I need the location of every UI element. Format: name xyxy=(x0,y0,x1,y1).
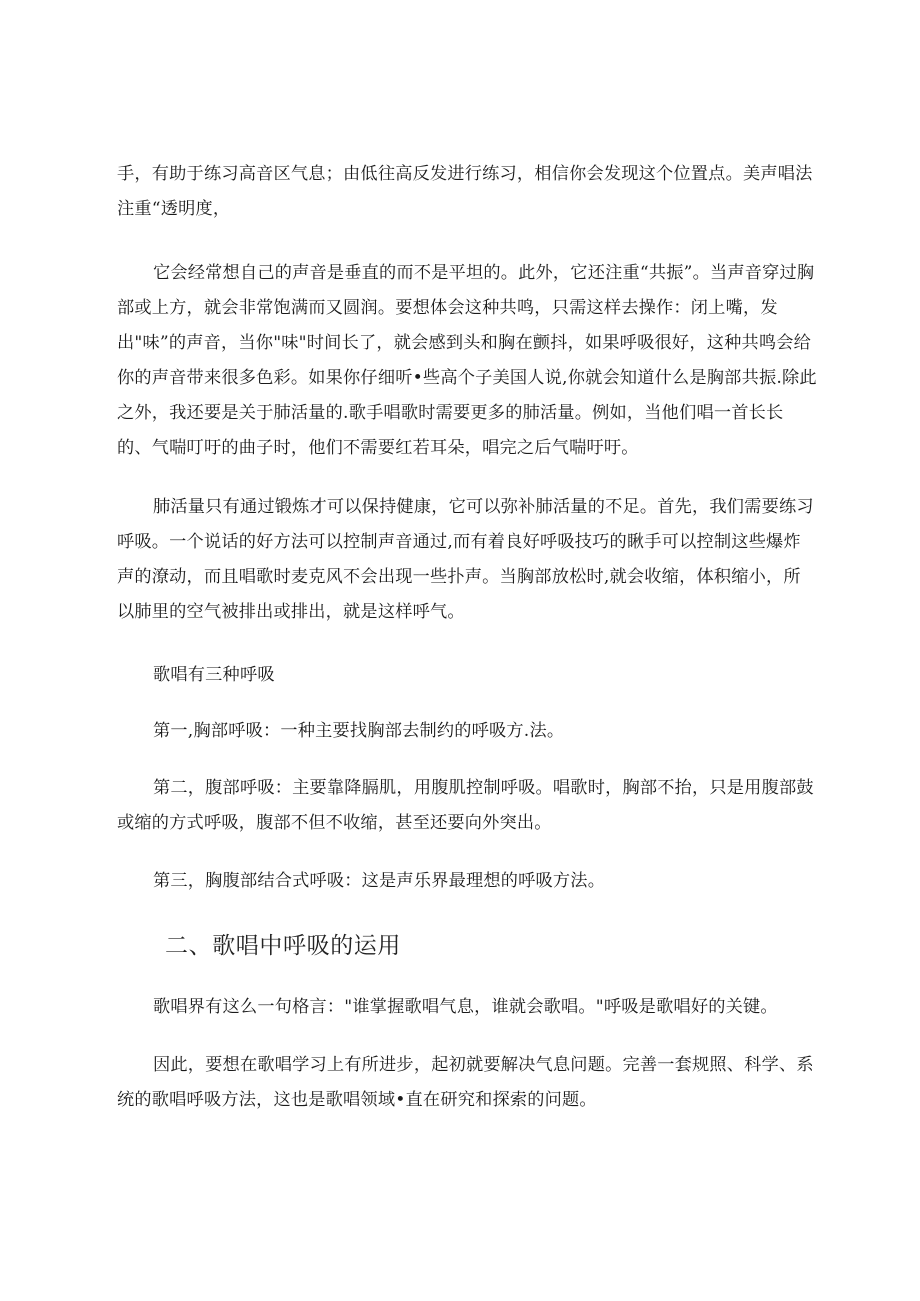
list-item-chest-breathing: 第一,胸部呼吸：一种主要找胸部去制约的呼吸方.法。 xyxy=(153,721,565,741)
list-item-combined-breathing: 第三，胸腹部结合式呼吸：这是声乐界最理想的呼吸方法。 xyxy=(153,871,606,891)
paragraph-motto: 歌唱界有这么一句格言："谁掌握歌唱气息，谁就会歌唱。"呼吸是歌唱好的关键。 xyxy=(153,997,778,1017)
paragraph-lung-capacity: 肺活量只有通过锻炼才可以保持健康，它可以弥补肺活量的不足。首先，我们需要练习呼吸。一个说话的好方法可以控制声音通过,而有着良好呼吸技巧的瞅手可以控制这些爆炸声的潦动，而且唱歌时麦克风不会出现一些扑声。当胸部放松时,就会收缩，体积缩小，所以肺里的空气被排出或排出，就是这样呼气。 xyxy=(117,497,814,622)
paragraph-resonance: 它会经常想自己的声音是垂直的而不是平坦的。此外，它还注重“共振”。当声音穿过胸部或上方，就会非常饱满而又圆润。要想体会这种共鸣，只需这样去操作：闭上嘴，发出"味”的声音，当你"味"时间长了，就会感到头和胸在颤抖，如果呼吸很好，这种共鸣会给你的声音带来很多色彩。如果你仔细听•些高个子美国人说,你就会知道什么是胸部共振.除此之外，我还要是关于肺活量的.歌手唱歌时需要更多的肺活量。例如，当他们唱一首长长的、气喘叮吁的曲子时，他们不需要红若耳朵，唱完之后气喘吁吁。 xyxy=(117,263,817,458)
paragraph-three-breathing-types: 歌唱有三种呼吸 xyxy=(153,665,275,685)
list-item-abdominal-breathing: 第二，腹部呼吸：主要靠降膈肌，用腹肌控制呼吸。唱歌时，胸部不抬，只是用腹部鼓或缩的方式呼吸，腹部不但不收缩，甚至还要向外突出。 xyxy=(117,778,814,833)
section-heading: 二、歌唱中呼吸的运用 xyxy=(165,933,401,959)
paragraph-intro-continuation: 手，有助于练习高音区气息；由低往高反发进行练习，相信你会发现这个位置点。美声唱法注重“透明度， xyxy=(117,164,813,219)
paragraph-conclusion: 因此，要想在歌唱学习上有所进步，起初就要解决气息问题。完善一套规照、科学、系统的歌唱呼吸方法，这也是歌唱领域•直在研究和探索的问题。 xyxy=(117,1055,814,1110)
